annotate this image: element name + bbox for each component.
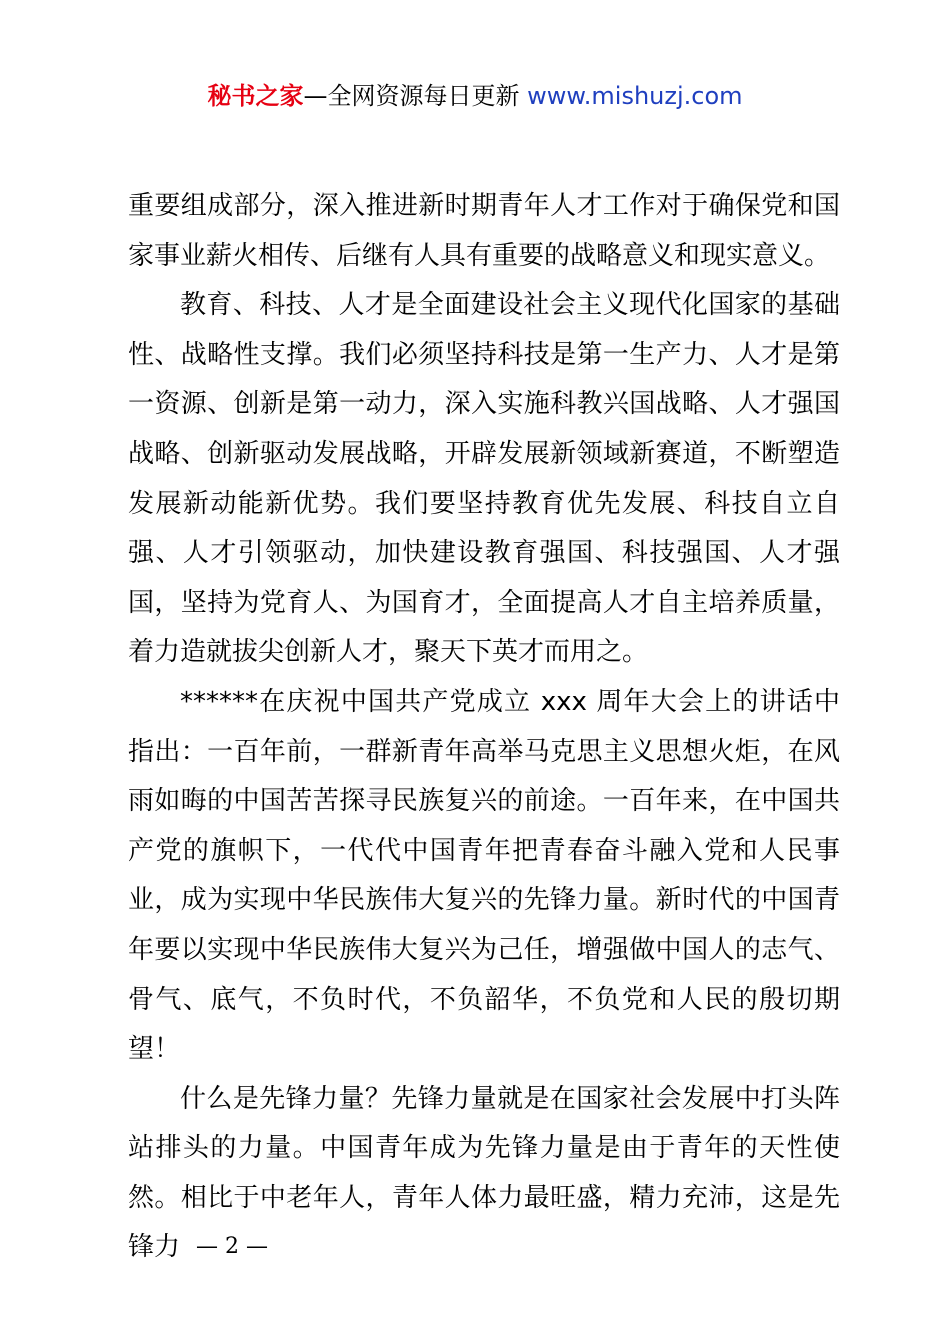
- header-tagline: —全网资源每日更新: [303, 82, 520, 110]
- paragraph-2: 教育、科技、人才是全面建设社会主义现代化国家的基础性、战略性支撑。我们必须坚持科技是第一生产力、人才是第一资源、创新是第一动力，深入实施科教兴国战略、人才强国战略、创新驱动发展战略，开辟发展新领域新赛道，不断塑造发展新动能新优势。我们要坚持教育优先发展、科技自立自强、人才引领驱动，加快建设教育强国、科技强国、人才强国，坚持为党育人、为国育才，全面提高人才自主培养质量，着力造就拔尖创新人才，聚天下英才而用之。: [128, 290, 840, 668]
- paragraph-1: 重要组成部分，深入推进新时期青年人才工作对于确保党和国家事业薪火相传、后继有人具有重要的战略意义和现实意义。: [128, 191, 840, 271]
- paragraph-3: ******在庆祝中国共产党成立 xxx 周年大会上的讲话中指出：一百年前，一群新青年高举马克思主义思想火炬，在风雨如晦的中国苦苦探寻民族复兴的前途。一百年来，在中国共产党的旗帜下，一代代中国青年把青春奋斗融入党和人民事业，成为实现中华民族伟大复兴的先锋力量。新时代的中国青年要以实现中华民族伟大复兴为己任，增强做中国人的志气、骨气、底气，不负时代，不负韶华，不负党和人民的殷切期望！: [128, 686, 840, 1065]
- site-url-link[interactable]: www.mishuzj.com: [527, 82, 743, 110]
- document-body: [128, 182, 840, 1273]
- paragraph-4: 什么是先锋力量？先锋力量就是在国家社会发展中打头阵站排头的力量。中国青年成为先锋力量是由于青年的天性使然。相比于中老年人，青年人体力最旺盛，精力充沛，这是先锋力: [128, 1083, 840, 1263]
- page-number: — 2 —: [196, 1234, 268, 1259]
- brand-name: 秘书之家: [207, 82, 304, 110]
- site-header: [0, 78, 950, 114]
